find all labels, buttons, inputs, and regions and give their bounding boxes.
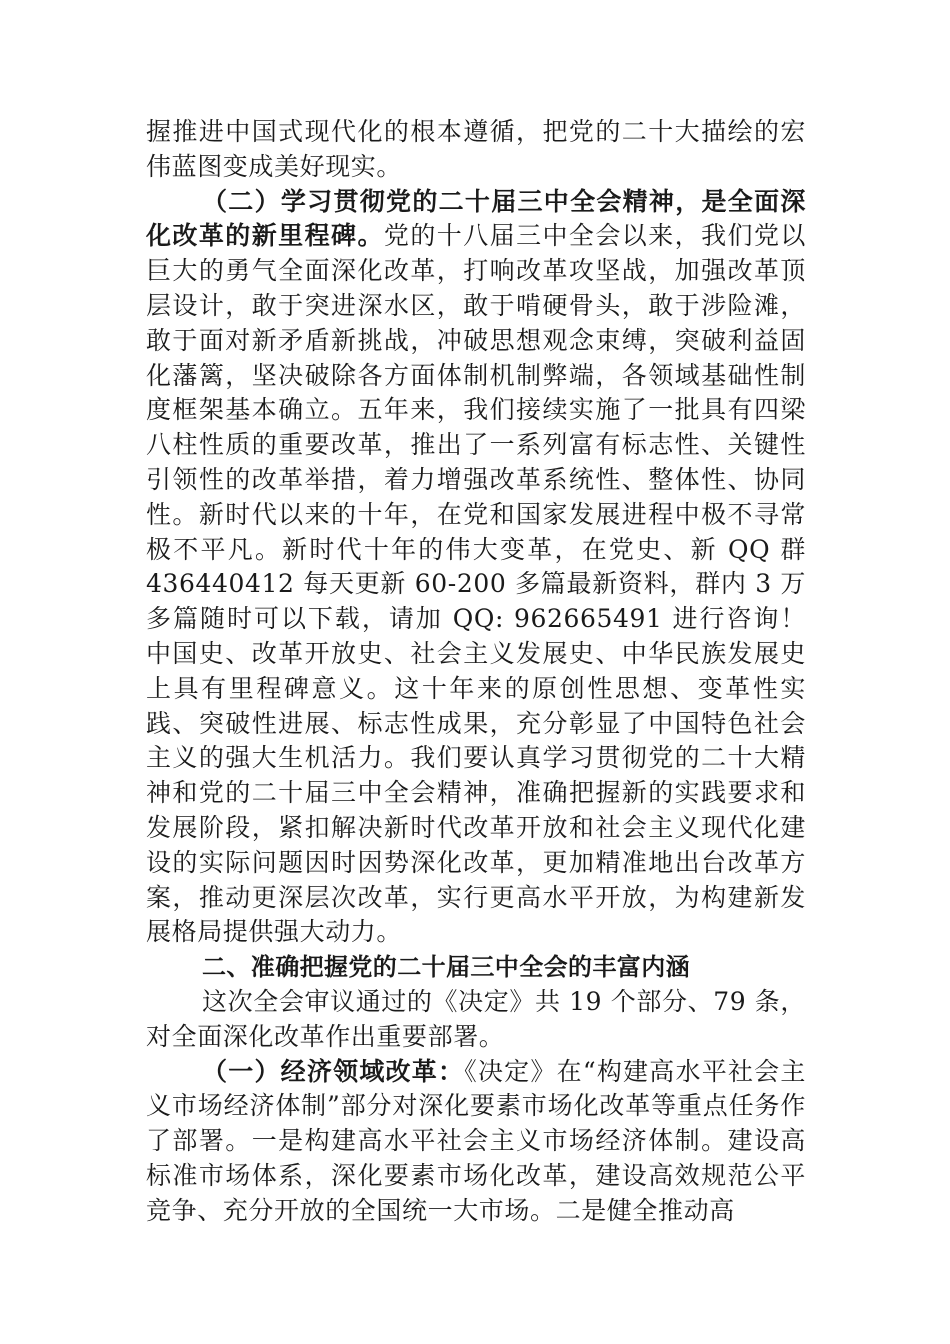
paragraph-2-lead: （二）学习贯彻党的二十届三中全会精神，是全面深化改革的新里程碑。 — [146, 186, 806, 251]
document-body — [146, 115, 806, 1229]
section-heading-2: 二、准确把握党的二十届三中全会的丰富内涵 — [202, 953, 690, 982]
paragraph-2-text: 党的十八届三中全会以来，我们党以巨大的勇气全面深化改革，打响改革攻坚战，加强改革顶层设计，敢于突进深水区，敢于啃硬骨头，敢于涉险滩，敢于面对新矛盾新挑战，冲破思想观念束缚，突破利益固化藩篱，坚决破除各方面体制机制弊端，各领域基础性制度框架基本确立。五年来，我们接续实施了一批具有四梁八柱性质的重要改革，推出了一系列富有标志性、关键性引领性的改革举措，着力增强改革系统性、整体性、协同性。新时代以来的十年，在党和国家发展进程中极不寻常极不平凡。新时代十年的伟大变革，在党史、新 QQ 群 436440412 每天更新 60-200 多篇最新资料，群内 3 万多篇随时可以下载，请加 QQ: 962665491 进行咨询！中国史、改革开放史、社会主义发展史、中华民族发展史上具有里程碑意义。这十年来的原创性思想、变革性实践、突破性进展、标志性成果，充分彰显了中国特色社会主义的强大生机活力。我们要认真学习贯彻党的二十大精神和党的二十届三中全会精神，准确把握新的实践要求和发展阶段，紧扣解决新时代改革开放和社会主义现代化建设的实际问题因时因势深化改革，更加精准地出台改革方案，推动更深层次改革，实行更高水平开放，为构建新发展格局提供强大动力。 — [146, 221, 806, 947]
paragraph-1: 握推进中国式现代化的根本遵循，把党的二十大描绘的宏伟蓝图变成美好现实。 — [146, 117, 806, 181]
paragraph-3: 这次全会审议通过的《决定》共 19 个部分、79 条，对全面深化改革作出重要部署。 — [146, 986, 806, 1051]
paragraph-4-lead: （一）经济领域改革： — [202, 1056, 465, 1086]
paragraph-4 — [146, 1055, 806, 1229]
paragraph-2 — [146, 185, 806, 951]
paragraph-4-text: 《决定》在“构建高水平社会主义市场经济体制”部分对深化要素市场化改革等重点任务作了部署。一是构建高水平社会主义市场经济体制。建设高标准市场体系，深化要素市场化改革，建设高效规范公平竞争、充分开放的全国统一大市场。二是健全推动高 — [146, 1056, 806, 1225]
